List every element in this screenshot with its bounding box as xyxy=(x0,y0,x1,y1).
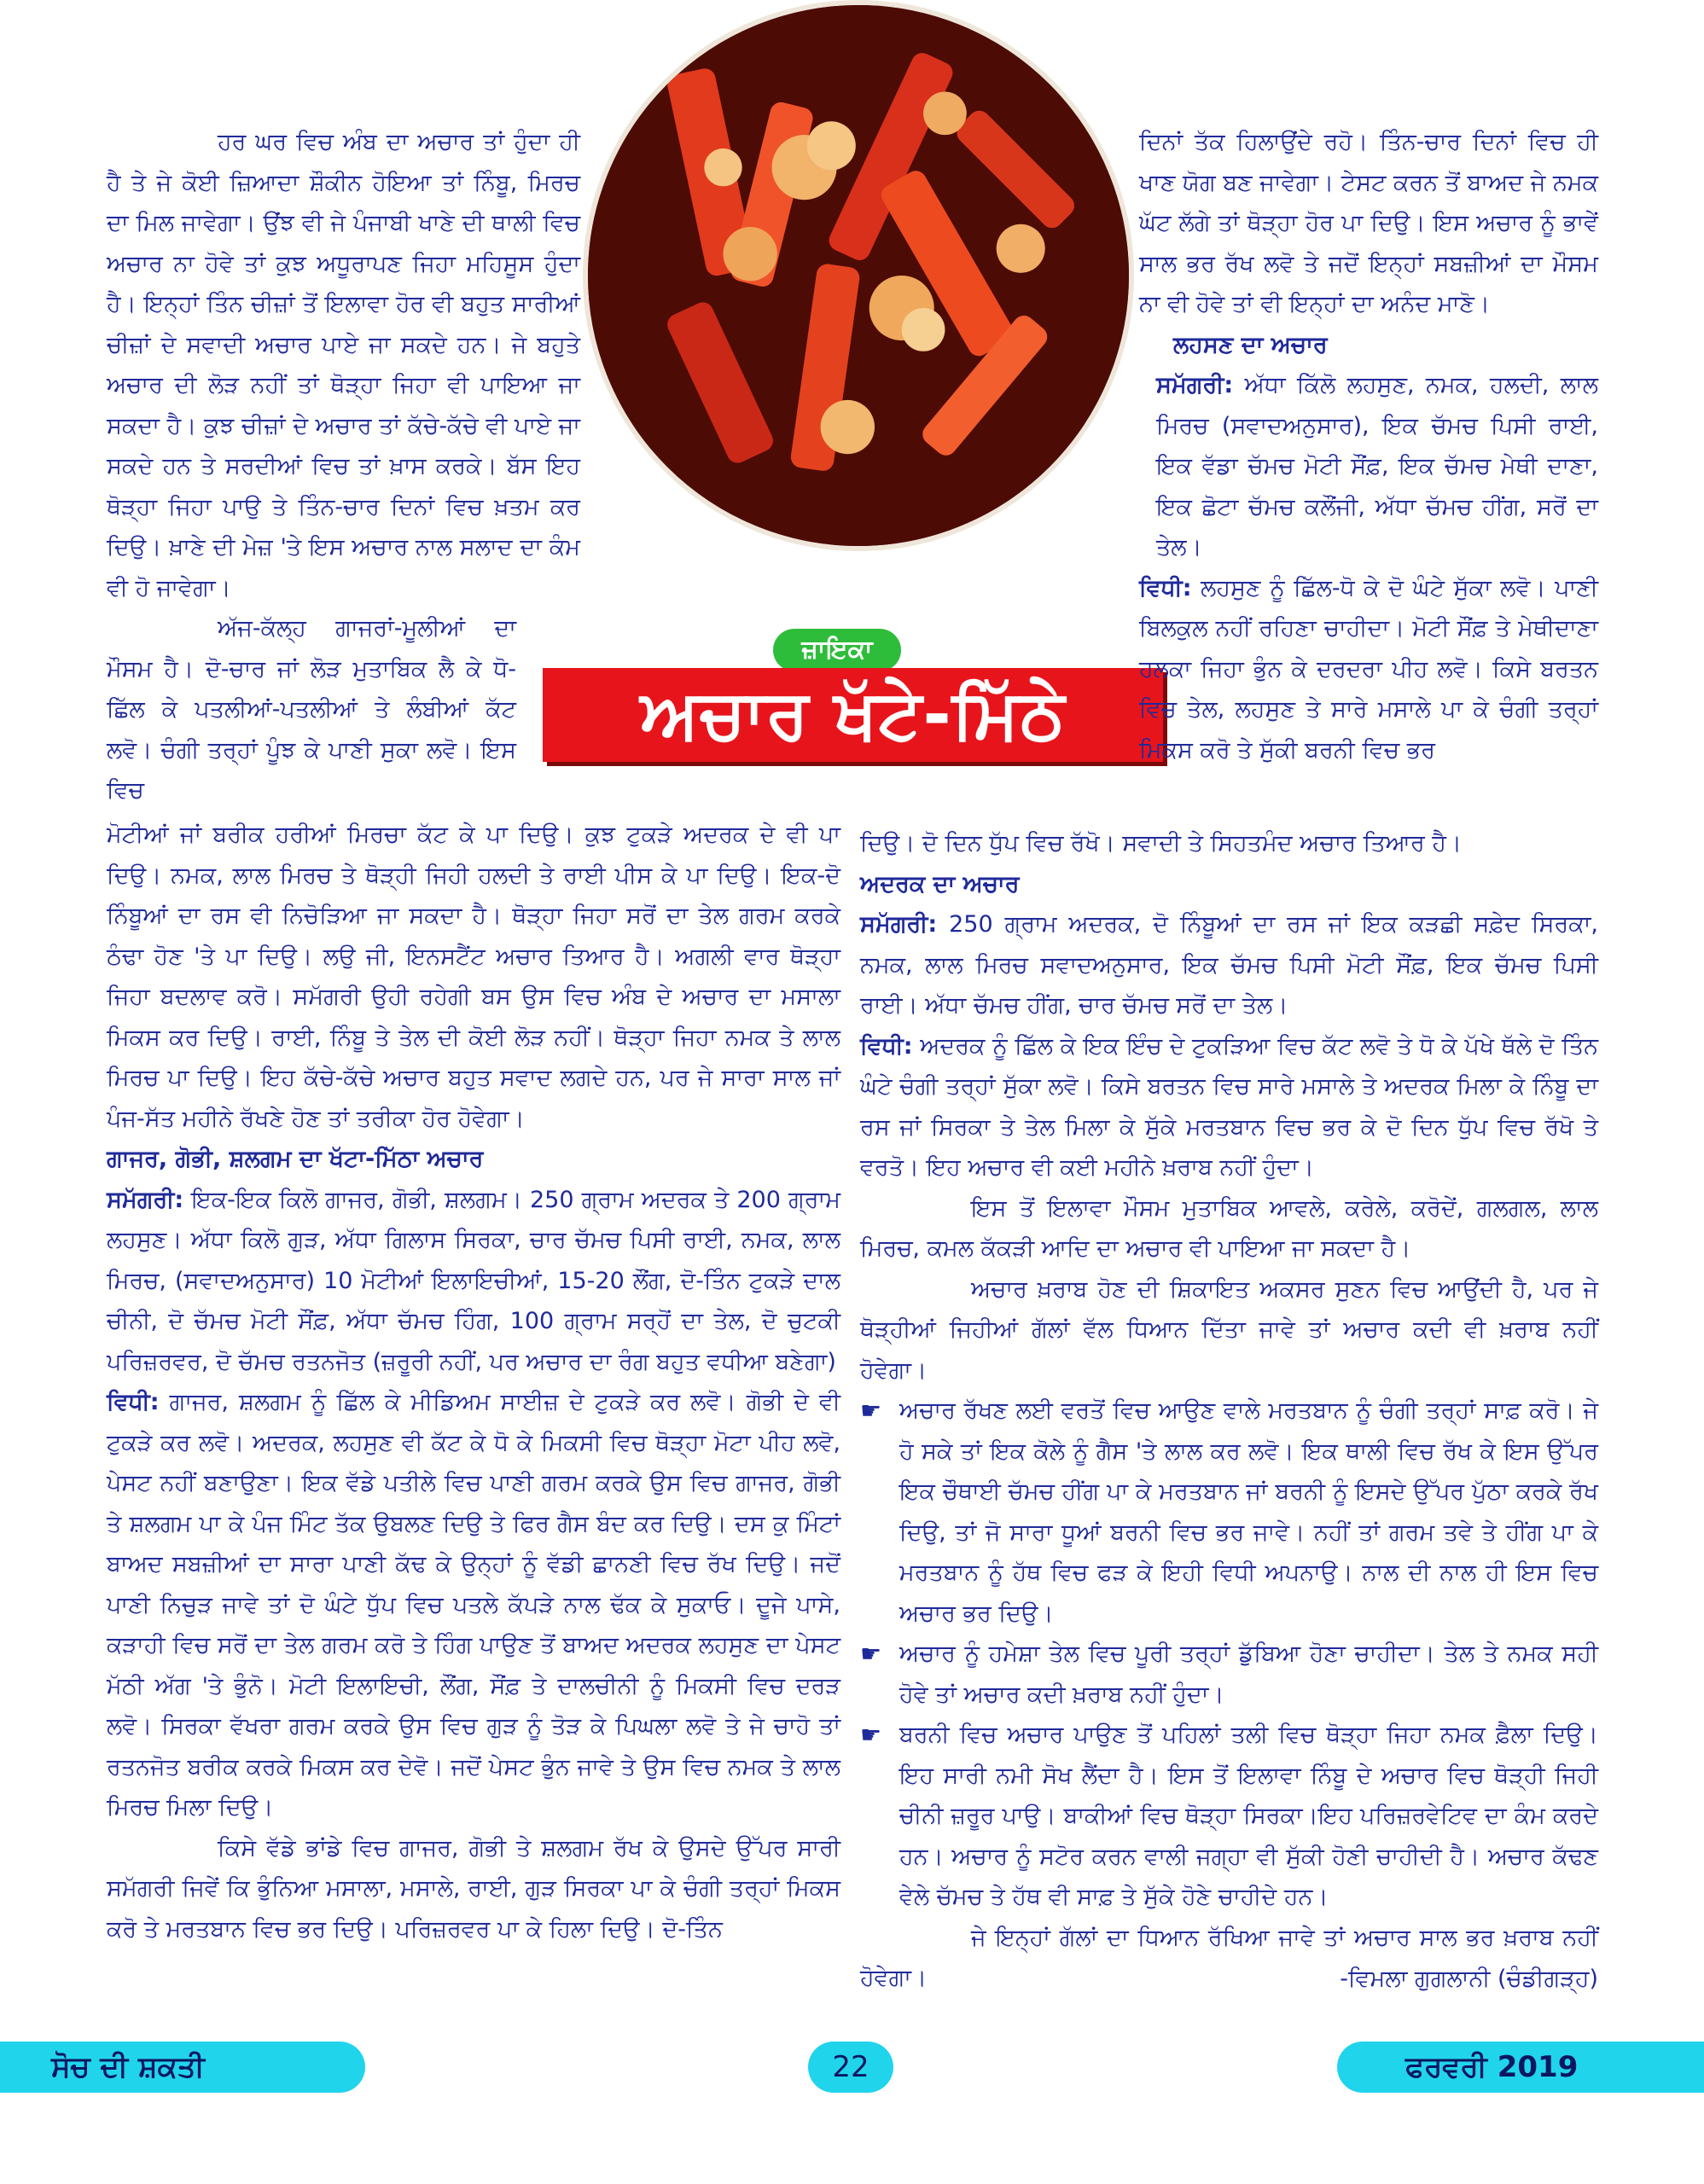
ginger-method-text: ਅਦਰਕ ਨੂੰ ਛਿੱਲ ਕੇ ਇਕ ਇੰਚ ਦੇ ਟੁਕੜਿਆ ਵਿਚ ਕੱਟ ਲਵੋ ਤੇ ਧੋ ਕੇ ਪੱਖੇ ਥੱਲੇ ਦੋ ਤਿੰਨ ਘੰਟੇ ਚੰਗੀ ਤਰ੍ਹਾਂ ਸੁੱਕਾ ਲਵੋ। ਕਿਸੇ ਬਰਤਨ ਵਿਚ ਸਾਰੇ ਮਸਾਲੇ ਤੇ ਅਦਰਕ ਮਿਲਾ ਕੇ ਨਿੰਬੂ ਦਾ ਰਸ ਜਾਂ ਸਿਰਕਾ ਤੇ ਤੇਲ ਮਿਲਾ ਕੇ ਸੁੱਕੇ ਮਰਤਬਾਨ ਵਿਚ ਭਰ ਕੇ ਦੋ ਦਿਨ ਧੁੱਪ ਵਿਚ ਰੱਖੋ ਤੇ ਵਰਤੋ। ਇਹ ਅਚਾਰ ਵੀ ਕਈ ਮਹੀਨੇ ਖ਼ਰਾਬ ਨਹੀਂ ਹੁੰਦਾ। xyxy=(860,1032,1598,1181)
magazine-name: ਸੋਚ ਦੀ ਸ਼ਕਤੀ xyxy=(0,2042,365,2093)
intro-paragraph: ਹਰ ਘਰ ਵਿਚ ਅੰਬ ਦਾ ਅਚਾਰ ਤਾਂ ਹੁੰਦਾ ਹੀ ਹੈ ਤੇ ਜੇ ਕੋਈ ਜ਼ਿਆਦਾ ਸ਼ੌਕੀਨ ਹੋਇਆ ਤਾਂ ਨਿੰਬੂ, ਮਿਰਚ ਦਾ ਮਿਲ ਜਾਵੇਗਾ। ਉਂਝ ਵੀ ਜੇ ਪੰਜਾਬੀ ਖਾਣੇ ਦੀ ਥਾਲੀ ਵਿਚ ਅਚਾਰ ਨਾ ਹੋਵੇ ਤਾਂ ਕੁਝ ਅਧੂਰਾਪਣ ਜਿਹਾ ਮਹਿਸੂਸ ਹੁੰਦਾ ਹੈ। ਇਨ੍ਹਾਂ ਤਿੰਨ ਚੀਜ਼ਾਂ ਤੋਂ ਇਲਾਵਾ ਹੋਰ ਵੀ ਬਹੁਤ ਸਾਰੀਆਂ ਚੀਜ਼ਾਂ ਦੇ ਸਵਾਦੀ ਅਚਾਰ ਪਾਏ ਜਾ ਸਕਦੇ ਹਨ। ਜੇ ਬਹੁਤੇ ਅਚਾਰ ਦੀ ਲੋੜ ਨਹੀਂ ਤਾਂ ਥੋੜ੍ਹਾ ਜਿਹਾ ਵੀ ਪਾਇਆ ਜਾ ਸਕਦਾ ਹੈ। ਕੁਝ ਚੀਜ਼ਾਂ ਦੇ ਅਚਾਰ ਤਾਂ ਕੱਚੇ-ਕੱਚੇ ਵੀ ਪਾਏ ਜਾ ਸਕਦੇ ਹਨ ਤੇ ਸਰਦੀਆਂ ਵਿਚ ਤਾਂ ਖ਼ਾਸ ਕਰਕੇ। ਬੱਸ ਇਹ ਥੋੜ੍ਹਾ ਜਿਹਾ ਪਾਉ ਤੇ ਤਿੰਨ-ਚਾਰ ਦਿਨਾਂ ਵਿਚ ਖ਼ਤਮ ਕਰ ਦਿਉ। ਖ਼ਾਣੇ ਦੀ ਮੇਜ਼ 'ਤੇ ਇਸ ਅਚਾਰ ਨਾਲ ਸਲਾਦ ਦਾ ਕੰਮ ਵੀ ਹੋ ਜਾਵੇਗਾ। xyxy=(107,129,580,601)
method-label: ਵਿਧੀ: xyxy=(107,1389,160,1415)
left-top-column xyxy=(107,122,580,811)
article-title: ਅਚਾਰ ਖੱਟੇ-ਮਿੱਠੇ xyxy=(543,668,1163,762)
closing-paragraph: ਜੇ ਇਨ੍ਹਾਂ ਗੱਲਾਂ ਦਾ ਧਿਆਨ ਰੱਖਿਆ ਜਾਵੇ ਤਾਂ ਅਚਾਰ ਸਾਲ ਭਰ ਖ਼ਰਾਬ ਨਹੀਂ ਹੋਵੇਗਾ। xyxy=(860,1924,1598,1991)
page-number: 22 xyxy=(808,2042,893,2093)
ginger-ingredients-text: 250 ਗ੍ਰਾਮ ਅਦਰਕ, ਦੋ ਨਿੰਬੂਆਂ ਦਾ ਰਸ ਜਾਂ ਇਕ ਕੜਛੀ ਸਫ਼ੇਦ ਸਿਰਕਾ, ਨਮਕ, ਲਾਲ ਮਿਰਚ ਸਵਾਦਅਨੁਸਾਰ, ਇਕ ਚੱਮਚ ਪਿਸੀ ਮੋਟੀ ਸੌਂਫ਼, ਇਕ ਚੱਮਚ ਪਿਸੀ ਰਾਈ। ਅੱਧਾ ਚੱਮਚ ਹੀਂਗ, ਚਾਰ ਚੱਮਚ ਸਰੋਂ ਦਾ ਤੇਲ। xyxy=(860,911,1598,1019)
garlic-ingredients xyxy=(1062,365,1598,568)
recipe-heading-garlic: ਲਹਸਣ ਦਾ ਅਚਾਰ xyxy=(1173,331,1328,358)
pickle-bowl-photo xyxy=(583,0,1134,551)
author-signature: -ਵਿਮਲਾ ਗੁਗਲਾਨੀ (ਚੰਡੀਗੜ੍ਹ) xyxy=(1340,1965,1598,1992)
ginger-method-label: ਵਿਧੀ: xyxy=(860,1032,913,1060)
pointing-hand-icon: ☛ xyxy=(860,1640,882,1668)
garlic-method-label: ਵਿਧੀ: xyxy=(1139,574,1192,601)
ginger-method xyxy=(860,1026,1598,1188)
recipe-heading-carrot-cauliflower-turnip: ਗਾਜਰ, ਗੋਭੀ, ਸ਼ਲਗਮ ਦਾ ਖੱਟਾ-ਮਿੱਠਾ ਅਚਾਰ xyxy=(107,1146,484,1172)
right-main-column xyxy=(860,823,1598,1999)
recipe-ingredients xyxy=(107,1180,840,1383)
tip-text: ਅਚਾਰ ਨੂੰ ਹਮੇਸ਼ਾ ਤੇਲ ਵਿਚ ਪੂਰੀ ਤਰ੍ਹਾਂ ਡੁੱਬਿਆ ਹੋਣਾ ਚਾਹੀਦਾ। ਤੇਲ ਤੇ ਨਮਕ ਸਹੀ ਹੋਵੇ ਤਾਂ ਅਚਾਰ ਕਦੀ ਖ਼ਰਾਬ ਨਹੀਂ ਹੁੰਦਾ। xyxy=(899,1641,1598,1708)
other-pickles-paragraph: ਇਸ ਤੋਂ ਇਲਾਵਾ ਮੌਸਮ ਮੁਤਾਬਿਕ ਆਵਲੇ, ਕਰੇਲੇ, ਕਰੋਦੇਂ, ਗਲਗਲ, ਲਾਲ ਮਿਰਚ, ਕਮਲ ਕੱਕੜੀ ਆਦਿ ਦਾ ਅਚਾਰ ਵੀ ਪਾਇਆ ਜਾ ਸਕਦਾ ਹੈ। xyxy=(860,1194,1598,1262)
pointing-hand-icon: ☛ xyxy=(860,1397,882,1425)
ingredients-text: ਇਕ-ਇਕ ਕਿਲੋ ਗਾਜਰ, ਗੋਭੀ, ਸ਼ਲਗਮ। 250 ਗ੍ਰਾਮ ਅਦਰਕ ਤੇ 200 ਗ੍ਰਾਮ ਲਹਸੁਣ। ਅੱਧਾ ਕਿਲੋ ਗੁੜ, ਅੱਧਾ ਗਿਲਾਸ ਸਿਰਕਾ, ਚਾਰ ਚੱਮਚ ਪਿਸੀ ਰਾਈ, ਨਮਕ, ਲਾਲ ਮਿਰਚ, (ਸਵਾਦਅਨੁਸਾਰ) 10 ਮੋਟੀਆਂ ਇਲਾਇਚੀਆਂ, 15-20 ਲੌਂਗ, ਦੋ-ਤਿੰਨ ਟੁਕੜੇ ਦਾਲ ਚੀਨੀ, ਦੋ ਚੱਮਚ ਮੋਟੀ ਸੌਂਫ਼, ਅੱਧਾ ਚੱਮਚ ਹਿੰਗ, 100 ਗ੍ਰਾਮ ਸਰ੍ਹੋਂ ਦਾ ਤੇਲ, ਦੋ ਚੁਟਕੀ ਪਰਿਜ਼ਰਵਰ, ਦੋ ਚੱਮਚ ਰਤਨਜੋਤ (ਜ਼ਰੂਰੀ ਨਹੀਂ, ਪਰ ਅਚਾਰ ਦਾ ਰੰਗ ਬਹੁਤ ਵਧੀਆ ਬਣੇਗਾ) xyxy=(107,1186,840,1375)
garlic-ingredients-label: ਸਮੱਗਰੀ: xyxy=(1156,372,1234,398)
method-text: ਗਾਜਰ, ਸ਼ਲਗਮ ਨੂੰ ਛਿੱਲ ਕੇ ਮੀਡਿਅਮ ਸਾਈਜ਼ ਦੇ ਟੁਕੜੇ ਕਰ ਲਵੋ। ਗੋਭੀ ਦੇ ਵੀ ਟੁਕੜੇ ਕਰ ਲਵੋ। ਅਦਰਕ, ਲਹਸੁਣ ਵੀ ਕੱਟ ਕੇ ਧੋ ਕੇ ਮਿਕਸੀ ਵਿਚ ਥੋੜ੍ਹਾ ਮੋਟਾ ਪੀਹ ਲਵੋ, ਪੇਸਟ ਨਹੀਂ ਬਣਾਉਣਾ। ਇਕ ਵੱਡੇ ਪਤੀਲੇ ਵਿਚ ਪਾਣੀ ਗਰਮ ਕਰਕੇ ਉਸ ਵਿਚ ਗਾਜਰ, ਗੋਭੀ ਤੇ ਸ਼ਲਗਮ ਪਾ ਕੇ ਪੰਜ ਮਿੰਟ ਤੱਕ ਉਬਲਣ ਦਿਉ ਤੇ ਫਿਰ ਗੈਸ ਬੰਦ ਕਰ ਦਿਉ। ਦਸ ਕੁ ਮਿੰਟਾਂ ਬਾਅਦ ਸਬਜ਼ੀਆਂ ਦਾ ਸਾਰਾ ਪਾਣੀ ਕੱਢ ਕੇ ਉਨ੍ਹਾਂ ਨੂੰ ਵੱਡੀ ਛਾਨਣੀ ਵਿਚ ਰੱਖ ਦਿਉ। ਜਦੋਂ ਪਾਣੀ ਨਿਚੁੜ ਜਾਵੇ ਤਾਂ ਦੋ ਘੰਟੇ ਧੁੱਪ ਵਿਚ ਪਤਲੇ ਕੱਪੜੇ ਨਾਲ ਢੱਕ ਕੇ ਸੁਕਾਓ। ਦੂਜੇ ਪਾਸੇ, ਕੜਾਹੀ ਵਿਚ ਸਰੋਂ ਦਾ ਤੇਲ ਗਰਮ ਕਰੋ ਤੇ ਹਿੰਗ ਪਾਉਣ ਤੋਂ ਬਾਅਦ ਅਦਰਕ ਲਹਸੁਣ ਦਾ ਪੇਸਟ ਮੱਠੀ ਅੱਗ 'ਤੇ ਭੁੰਨੋ। ਮੋਟੀ ਇਲਾਇਚੀ, ਲੌਂਗ, ਸੌਂਫ਼ ਤੇ ਦਾਲਚੀਨੀ ਨੂੰ ਮਿਕਸੀ ਵਿਚ ਦਰੜ ਲਵੋ। ਸਿਰਕਾ ਵੱਖਰਾ ਗਰਮ ਕਰਕੇ ਉਸ ਵਿਚ ਗੁੜ ਨੂੰ ਤੋੜ ਕੇ ਪਿਘਲਾ ਲਵੋ ਤੇ ਜੇ ਚਾਹੋ ਤਾਂ ਰਤਨਜੋਤ ਬਰੀਕ ਕਰਕੇ ਮਿਕਸ ਕਰ ਦੇਵੋ। ਜਦੋਂ ਪੇਸਟ ਭੁੰਨ ਜਾਵੇ ਤੇ ਉਸ ਵਿਚ ਨਮਕ ਤੇ ਲਾਲ ਮਿਰਚ ਮਿਲਾ ਦਿਉ। xyxy=(107,1389,840,1821)
garlic-method xyxy=(1062,568,1598,771)
category-tag: ਜ਼ਾਇਕਾ xyxy=(773,629,901,671)
tip-item xyxy=(860,1715,1598,1918)
right-top-column xyxy=(1062,122,1598,770)
tip-text: ਬਰਨੀ ਵਿਚ ਅਚਾਰ ਪਾਉਣ ਤੋਂ ਪਹਿਲਾਂ ਤਲੀ ਵਿਚ ਥੋੜ੍ਹਾ ਜਿਹਾ ਨਮਕ ਫ਼ੈਲਾ ਦਿਉ। ਇਹ ਸਾਰੀ ਨਮੀ ਸੋਖ ਲੈਂਦਾ ਹੈ। ਇਸ ਤੋਂ ਇਲਾਵਾ ਨਿੰਬੂ ਦੇ ਅਚਾਰ ਵਿਚ ਥੋੜ੍ਹੀ ਜਿਹੀ ਚੀਨੀ ਜ਼ਰੂਰ ਪਾਉ। ਬਾਕੀਆਂ ਵਿਚ ਥੋੜ੍ਹਾ ਸਿਰਕਾ।ਇਹ ਪਰਿਜ਼ਰਵੇਟਿਵ ਦਾ ਕੰਮ ਕਰਦੇ ਹਨ। ਅਚਾਰ ਨੂੰ ਸਟੋਰ ਕਰਨ ਵਾਲੀ ਜਗ੍ਹਾ ਵੀ ਸੁੱਕੀ ਹੋਣੀ ਚਾਹੀਦੀ ਹੈ। ਅਚਾਰ ਕੱਢਣ ਵੇਲੇ ਚੱਮਚ ਤੇ ਹੱਥ ਵੀ ਸਾਫ਼ ਤੇ ਸੁੱਕੇ ਹੋਣੇ ਚਾਹੀਦੇ ਹਨ। xyxy=(899,1722,1598,1910)
carrot-pickle-continued: ਦਿਨਾਂ ਤੱਕ ਹਿਲਾਉਂਦੇ ਰਹੋ। ਤਿੰਨ-ਚਾਰ ਦਿਨਾਂ ਵਿਚ ਹੀ ਖਾਣ ਯੋਗ ਬਣ ਜਾਵੇਗਾ। ਟੇਸਟ ਕਰਨ ਤੋਂ ਬਾਅਦ ਜੇ ਨਮਕ ਘੱਟ ਲੱਗੇ ਤਾਂ ਥੋੜ੍ਹਾ ਹੋਰ ਪਾ ਦਿਉ। ਇਸ ਅਚਾਰ ਨੂੰ ਭਾਵੇਂ ਸਾਲ ਭਰ ਰੱਖ ਲਵੋ ਤੇ ਜਦੋਂ ਇਨ੍ਹਾਂ ਸਬਜ਼ੀਆਂ ਦਾ ਮੌਸਮ ਨਾ ਵੀ ਹੋਵੇ ਤਾਂ ਵੀ ਇਨ੍ਹਾਂ ਦਾ ਅਨੰਦ ਮਾਣੋ। xyxy=(1139,129,1598,317)
ginger-ingredients xyxy=(860,904,1598,1026)
tip-item xyxy=(860,1634,1598,1715)
garlic-ingredients-text: ਅੱਧਾ ਕਿੱਲੋ ਲਹਸੁਣ, ਨਮਕ, ਹਲਦੀ, ਲਾਲ ਮਿਰਚ (ਸਵਾਦਅਨੁਸਾਰ), ਇਕ ਚੱਮਚ ਪਿਸੀ ਰਾਈ, ਇਕ ਵੱਡਾ ਚੱਮਚ ਮੋਟੀ ਸੌਂਫ਼, ਇਕ ਚੱਮਚ ਮੇਥੀ ਦਾਣਾ, ਇਕ ਛੋਟਾ ਚੱਮਚ ਕਲੌਂਜੀ, ਅੱਧਾ ਚੱਮਚ ਹੀਂਗ, ਸਰੋਂ ਦਾ ਤੇਲ। xyxy=(1156,372,1598,561)
spoilage-paragraph: ਅਚਾਰ ਖ਼ਰਾਬ ਹੋਣ ਦੀ ਸ਼ਿਕਾਇਤ ਅਕਸਰ ਸੁਣਨ ਵਿਚ ਆਉਂਦੀ ਹੈ, ਪਰ ਜੇ ਥੋੜ੍ਹੀਆਂ ਜਿਹੀਆਂ ਗੱਲਾਂ ਵੱਲ ਧਿਆਨ ਦਿੱਤਾ ਜਾਵੇ ਤਾਂ ਅਚਾਰ ਕਦੀ ਵੀ ਖ਼ਰਾਬ ਨਹੀਂ ਹੋਵੇਗਾ। xyxy=(860,1275,1598,1384)
recipe-method xyxy=(107,1382,840,1828)
pointing-hand-icon: ☛ xyxy=(860,1721,882,1749)
garlic-method-continued: ਦਿਉ। ਦੋ ਦਿਨ ਧੁੱਪ ਵਿਚ ਰੱਖੋ। ਸਵਾਦੀ ਤੇ ਸਿਹਤਮੰਦ ਅਚਾਰ ਤਿਆਰ ਹੈ। xyxy=(860,830,1463,857)
filling-paragraph: ਕਿਸੇ ਵੱਡੇ ਭਾਂਡੇ ਵਿਚ ਗਾਜਰ, ਗੋਭੀ ਤੇ ਸ਼ਲਗਮ ਰੱਖ ਕੇ ਉਸਦੇ ਉੱਪਰ ਸਾਰੀ ਸਮੱਗਰੀ ਜਿਵੇਂ ਕਿ ਭੁੰਨਿਆ ਮਸਾਲਾ, ਮਸਾਲੇ, ਰਾਈ, ਗੁੜ ਸਿਰਕਾ ਪਾ ਕੇ ਚੰਗੀ ਤਰ੍ਹਾਂ ਮਿਕਸ ਕਰੋ ਤੇ ਮਰਤਬਾਨ ਵਿਚ ਭਰ ਦਿਉ। ਪਰਿਜ਼ਰਵਰ ਪਾ ਕੇ ਹਿਲਾ ਦਿਉ। ਦੋ-ਤਿੰਨ xyxy=(107,1834,840,1943)
recipe-heading-ginger: ਅਦਰਕ ਦਾ ਅਚਾਰ xyxy=(860,870,1020,897)
instant-pickle-paragraph: ਅੱਜ-ਕੱਲ੍ਹ ਗਾਜਰਾਂ-ਮੂਲੀਆਂ ਦਾ ਮੌਸਮ ਹੈ। ਦੋ-ਚਾਰ ਜਾਂ ਲੋੜ ਮੁਤਾਬਿਕ ਲੈ ਕੇ ਧੋ-ਛਿੱਲ ਕੇ ਪਤਲੀਆਂ-ਪਤਲੀਆਂ ਤੇ ਲੰਬੀਆਂ ਕੱਟ ਲਵੋ। ਚੰਗੀ ਤਰ੍ਹਾਂ ਪੂੰਝ ਕੇ ਪਾਣੀ ਸੁਕਾ ਲਵੋ। ਇਸ ਵਿਚ xyxy=(107,615,516,804)
ingredients-label: ਸਮੱਗਰੀ: xyxy=(107,1186,184,1213)
tip-item xyxy=(860,1391,1598,1634)
tip-text: ਅਚਾਰ ਰੱਖਣ ਲਈ ਵਰਤੋਂ ਵਿਚ ਆਉਣ ਵਾਲੇ ਮਰਤਬਾਨ ਨੂੰ ਚੰਗੀ ਤਰ੍ਹਾਂ ਸਾਫ਼ ਕਰੋ। ਜੇ ਹੋ ਸਕੇ ਤਾਂ ਇਕ ਕੋਲੇ ਨੂੰ ਗੈਸ 'ਤੇ ਲਾਲ ਕਰ ਲਵੋ। ਇਕ ਥਾਲੀ ਵਿਚ ਰੱਖ ਕੇ ਇਸ ਉੱਪਰ ਇਕ ਚੌਥਾਈ ਚੱਮਚ ਹੀਂਗ ਪਾ ਕੇ ਮਰਤਬਾਨ ਜਾਂ ਬਰਨੀ ਨੂੰ ਇਸਦੇ ਉੱਪਰ ਪੁੱਠਾ ਕਰਕੇ ਰੱਖ ਦਿਉ, ਤਾਂ ਜੋ ਸਾਰਾ ਧੂਆਂ ਬਰਨੀ ਵਿਚ ਭਰ ਜਾਵੇ। ਨਹੀਂ ਤਾਂ ਗਰਮ ਤਵੇ ਤੇ ਹੀਂਗ ਪਾ ਕੇ ਮਰਤਬਾਨ ਨੂੰ ਹੱਥ ਵਿਚ ਫੜ ਕੇ ਇਹੀ ਵਿਧੀ ਅਪਨਾਉ। ਨਾਲ ਦੀ ਨਾਲ ਹੀ ਇਸ ਵਿਚ ਅਚਾਰ ਭਰ ਦਿਉ। xyxy=(899,1397,1598,1627)
garlic-method-text: ਲਹਸੁਣ ਨੂੰ ਛਿੱਲ-ਧੋ ਕੇ ਦੋ ਘੰਟੇ ਸੁੱਕਾ ਲਵੋ। ਪਾਣੀ ਬਿਲਕੁਲ ਨਹੀਂ ਰਹਿਣਾ ਚਾਹੀਦਾ। ਮੋਟੀ ਸੌਂਫ਼ ਤੇ ਮੇਥੀਦਾਣਾ ਹਲਕਾ ਜਿਹਾ ਭੁੰਨ ਕੇ ਦਰਦਰਾ ਪੀਹ ਲਵੋ। ਕਿਸੇ ਬਰਤਨ ਵਿਚ ਤੇਲ, ਲਹਸੁਣ ਤੇ ਸਾਰੇ ਮਸਾਲੇ ਪਾ ਕੇ ਚੰਗੀ ਤਰ੍ਹਾਂ ਮਿਕਸ ਕਰੋ ਤੇ ਸੁੱਕੀ ਬਰਨੀ ਵਿਚ ਭਰ xyxy=(1139,574,1598,764)
issue-date: ਫਰਵਰੀ 2019 xyxy=(1337,2042,1704,2093)
instant-pickle-continued: ਮੋਟੀਆਂ ਜਾਂ ਬਰੀਕ ਹਰੀਆਂ ਮਿਰਚਾ ਕੱਟ ਕੇ ਪਾ ਦਿਉ। ਕੁਝ ਟੁਕੜੇ ਅਦਰਕ ਦੇ ਵੀ ਪਾ ਦਿਉ। ਨਮਕ, ਲਾਲ ਮਿਰਚ ਤੇ ਥੋੜ੍ਹੀ ਜਿਹੀ ਹਲਦੀ ਤੇ ਰਾਈ ਪੀਸ ਕੇ ਪਾ ਦਿਉ। ਇਕ-ਦੋ ਨਿੰਬੂਆਂ ਦਾ ਰਸ ਵੀ ਨਿਚੋੜਿਆ ਜਾ ਸਕਦਾ ਹੈ। ਥੋੜ੍ਹਾ ਜਿਹਾ ਸਰੋਂ ਦਾ ਤੇਲ ਗਰਮ ਕਰਕੇ ਠੰਢਾ ਹੋਣ 'ਤੇ ਪਾ ਦਿਉ। ਲਉ ਜੀ, ਇਨਸਟੈਂਟ ਅਚਾਰ ਤਿਆਰ ਹੈ। ਅਗਲੀ ਵਾਰ ਥੋੜ੍ਹਾ ਜਿਹਾ ਬਦਲਾਵ ਕਰੋ। ਸਮੱਗਰੀ ਉਹੀ ਰਹੇਗੀ ਬਸ ਉਸ ਵਿਚ ਅੰਬ ਦੇ ਅਚਾਰ ਦਾ ਮਸਾਲਾ ਮਿਕਸ ਕਰ ਦਿਉ। ਰਾਈ, ਨਿੰਬੂ ਤੇ ਤੇਲ ਦੀ ਕੋਈ ਲੋੜ ਨਹੀਂ। ਥੋੜ੍ਹਾ ਜਿਹਾ ਨਮਕ ਤੇ ਲਾਲ ਮਿਰਚ ਪਾ ਦਿਉ। ਇਹ ਕੱਚੇ-ਕੱਚੇ ਅਚਾਰ ਬਹੁਤ ਸਵਾਦ ਲਗਦੇ ਹਨ, ਪਰ ਜੇ ਸਾਰਾ ਸਾਲ ਜਾਂ ਪੰਜ-ਸੱਤ ਮਹੀਨੇ ਰੱਖਣੇ ਹੋਣ ਤਾਂ ਤਰੀਕਾ ਹੋਰ ਹੋਵੇਗਾ। xyxy=(107,822,840,1132)
ginger-ingredients-label: ਸਮੱਗਰੀ: xyxy=(860,911,938,938)
left-main-column xyxy=(107,815,840,1949)
